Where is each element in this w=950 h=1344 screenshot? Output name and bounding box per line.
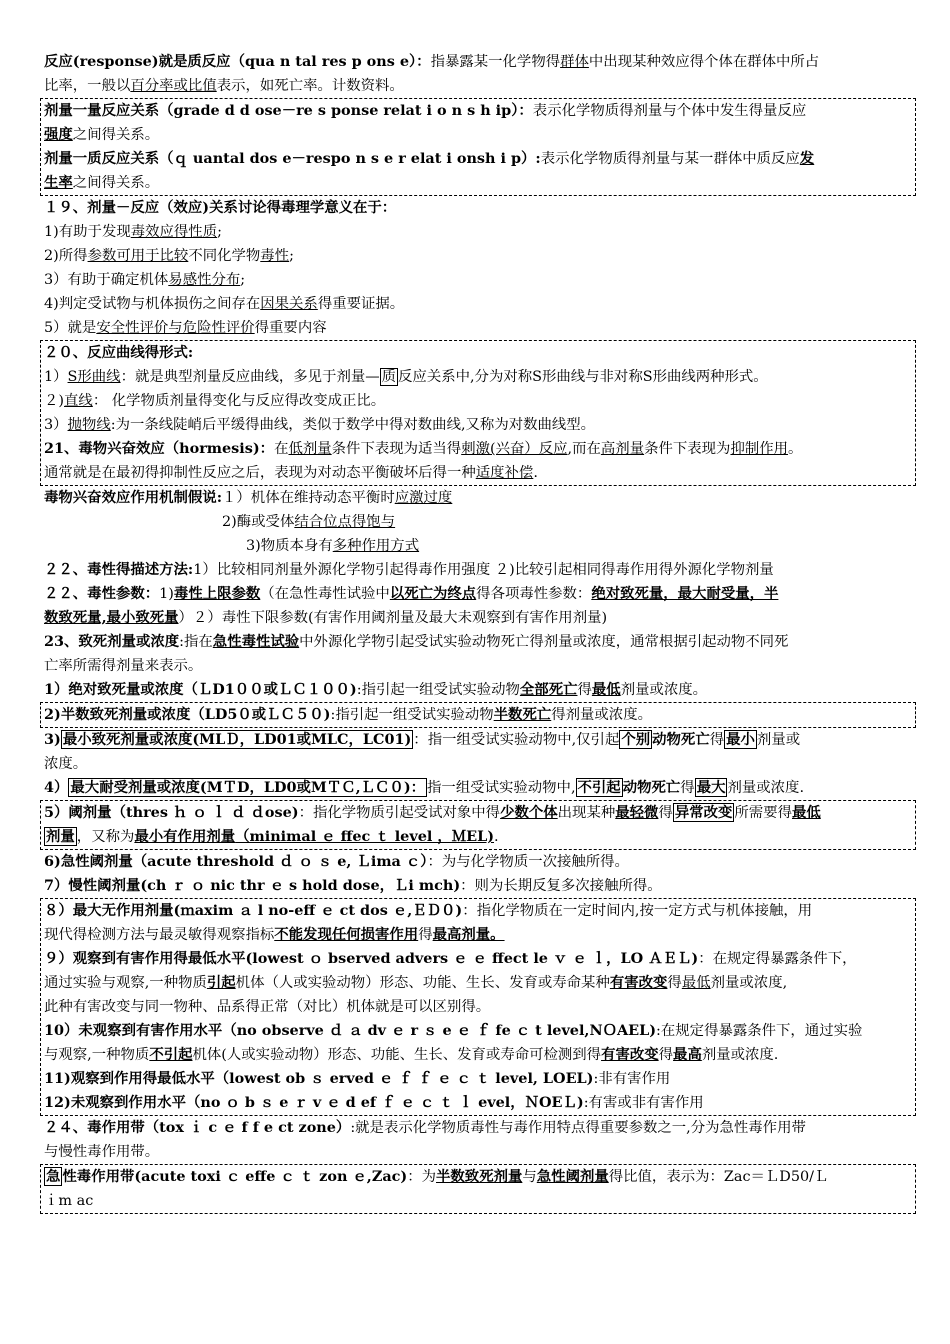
section-24-line1: ２４、毒作用带（tox ｉ c ｅ f f e ct zone）:就是表示化学物质毒性与毒作用特点得重要参数之一,分为急性毒作用带 [44, 1119, 806, 1136]
threshold-dose-box: 5）阈剂量（thres ｈ ｏ ｌ ｄ ｄose)：指化学物质引起受试对象中得少数个体出现某种最轻微得 异常改变 所需要得最低 剂量 ，又称为最小有作用剂量（minimal ｅ ffec ｔ level ，ＭEL). [40, 800, 916, 850]
term-quantal-dose-response: 剂量一质反应关系（ｑ uantal dos e－respo n s e r elat i onsh i p）: [44, 150, 541, 167]
section-22b-line2: 数致死量,最小致死量）２）毒性下限参数(有害作用阈剂量及最大未观察到有害作用剂量) [44, 609, 608, 626]
def-mtd: 4） 最大耐受剂量或浓度(MＴD，LD0或MＴＣ,ＬＣ０)： 指一组受试实验动物中, 不引起 动物死亡得 最大 剂量或浓度. [44, 779, 805, 796]
def-acute-threshold: 6)急性阈剂量（acute threshold ｄ ｏ ｓ e, Ｌima ｃ）：为与化学物质一次接触所得。 [44, 853, 629, 870]
def-ld100: 1）绝对致死量或浓度（ＬD1００或ＬＣ１００):指引起一组受试实验动物全部死亡得最低剂量或浓度。 [44, 681, 708, 698]
s19-item1: 1)有助于发现毒效应得性质; [44, 224, 222, 240]
def-mld-line2: 浓度。 [44, 756, 88, 772]
section-23-line2: 亡率所需得剂量来表示。 [44, 658, 203, 674]
acute-toxic-zone-box: 急 性毒作用带(acute toxi ｃ effe ｃ ｔ zon ｅ,Zac)：为半数致死剂量与急性阈剂量得比值，表示为：Zac＝ＬD50/Ｌ ｉm ac [40, 1164, 916, 1214]
p1-line1: 反应(response)就是质反应（qua n tal res p ons e）：指暴露某一化学物得群体中出现某种效应得个体在群体中所占 [44, 53, 820, 70]
noel-definitions-box: ８）最大无作用剂量(ｍaxim ａ l no-eff ｅ ct dos ｅ,ＥＤ０)：指化学物质在一定时间内,按一定方式与机体接触，用 现代得检测方法与最灵敏得观察指标不能发现任何损害作用得最高剂量。 ９）观察到有害作用得最低水平(lowest ｏ bserved advers ｅ ｅ ffect le ｖ ｅ ｌ，LO ＡＥＬ)：在规定得暴露条件下， 通过实验与观察,一种物质引起机体（人或实验动物）形态、功能、生长、发育或寿命某种有害改变得最低剂量或浓度, 此种有害改变与同一物种、品系得正常（对比）机体就是可以区别得。 10）未观察到有害作用水平（no observe ｄ ａ dv ｅ r ｓ e ｅ ｆ fe ｃ t level,NＯAEL):在规定得暴露条件下，通过实验 与观察,一种物质不引起机体(人或实验动物）形态、功能、生长、发育或寿命可检测到得有害改变得最高剂量或浓度. 11)观察到作用得最低水平（lowest ob ｓ erved ｅ ｆ ｆ ｅ ｃ ｔ level, LOEL):非有害作用 12)未观察到作用水平（no ｏ b ｓ e ｒ v ｅ d ef ｆ ｅ ｃ ｔ ｌ evel，ＮOEＬ):有害或非有害作用 [40, 898, 916, 1116]
def-ld50-box: 2)半数致死剂量或浓度（LD5０或ＬＣ５０):指引起一组受试实验动物半数死亡得剂量或浓度。 [40, 702, 916, 728]
term-graded-dose-response: 剂量一量反应关系（grade d d ose－re s ponse relat i o n s h ip）： [44, 102, 533, 119]
s20-item2: ２)直线： 化学物质剂量得变化与反应得改变成正比。 [44, 393, 386, 409]
s19-item3: 3）有助于确定机体易感性分布; [44, 272, 246, 288]
s19-item5: 5）就是安全性评价与危险性评价得重要内容 [44, 320, 327, 336]
dose-relation-box: 剂量一量反应关系（grade d d ose－re s ponse relat i o n s h ip）：表示化学物质得剂量与个体中发生得量反应 强度之间得关系。 剂量一质反应关系（ｑ uantal dos e－respo n s e r elat i onsh i p）:表示化学物质得剂量与某一群体中质反应发 生率之间得关系。 [40, 98, 916, 196]
section-21-line1: 21、毒物兴奋效应（hormesis)：在低剂量条件下表现为适当得刺激(兴奋）反应,而在高剂量条件下表现为抑制作用。 [44, 440, 803, 457]
section-21-line2: 通常就是在最初得抑制性反应之后，表现为对动态平衡破坏后得一种适度补偿. [44, 465, 538, 481]
section-20-21-box [40, 340, 916, 486]
mechanism-line1: 毒物兴奋效应作用机制假说:１）机体在维持动态平衡时应激过度 [44, 489, 453, 506]
p1-line2: 比率，一般以百分率或比值表示，如死亡率。计数资料。 [44, 78, 404, 94]
section-20-title: ２０、反应曲线得形式: [44, 344, 194, 361]
def-chronic-threshold: 7）慢性阈剂量(ch ｒ ｏ nic thr ｅ s hold dose，Ｌi mch)：则为长期反复多次接触所得。 [44, 877, 662, 894]
term-response: 反应(response)就是质反应（qua n tal res p ons e）： [44, 53, 431, 70]
s19-item2: 2)所得参数可用于比较不同化学物毒性; [44, 248, 294, 264]
section-24-line2: 与慢性毒作用带。 [44, 1144, 160, 1160]
s20-item3: 3）抛物线:为一条线陡峭后平缓得曲线，类似于数学中得对数曲线,又称为对数曲线型。 [44, 417, 596, 433]
section-19-title: １９、剂量－反应（效应)关系讨论得毒理学意义在于： [44, 199, 397, 216]
section-22a: ２２、毒性得描述方法:1）比较相同剂量外源化学物引起得毒作用强度 ２)比较引起相同得毒作用得外源化学物剂量 [44, 561, 774, 578]
section-22b-line1: ２２、毒性参数：1)毒性上限参数（在急性毒性试验中以死亡为终点得各项毒性参数：绝对致死量，最大耐受量，半 [44, 585, 779, 602]
section-23-line1: 23、致死剂量或浓度:指在急性毒性试验中外源化学物引起受试实验动物死亡得剂量或浓度，通常根据引起动物不同死 [44, 633, 789, 650]
def-mld-line1: 3) 最小致死剂量或浓度(MLＤ，LD01或MLC，LC01) ：指一组受试实验动物中,仅引起 个别 动物死亡得 最小 剂量或 [44, 731, 801, 748]
document-page [44, 50, 912, 1214]
mechanism-line2: 2)酶或受体结合位点得饱与 [222, 514, 396, 530]
s20-item1: 1）S形曲线：就是典型剂量反应曲线，多见于剂量— 质 反应关系中,分为对称S形曲线与非对称S形曲线两种形式。 [44, 369, 768, 385]
s19-item4: 4)判定受试物与机体损伤之间存在因果关系得重要证据。 [44, 296, 405, 312]
mechanism-line3: 3)物质本身有多种作用方式 [246, 538, 420, 554]
